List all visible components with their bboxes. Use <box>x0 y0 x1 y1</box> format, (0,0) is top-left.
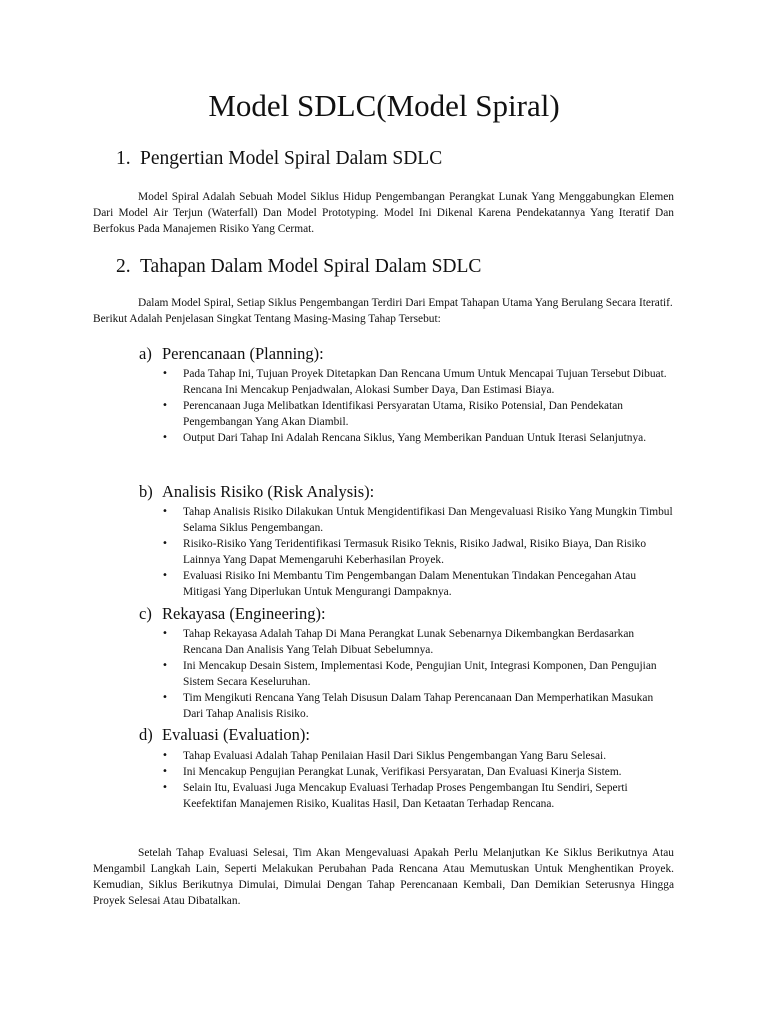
bullet-list-engineering <box>183 626 675 722</box>
list-item: • Risiko-Risiko Yang Teridentifikasi Termasuk Risiko Teknis, Risiko Jadwal, Risiko Biaya, Dan Risiko Lainnya Yang Dapat Memengaruhi Keberhasilan Proyek. <box>183 536 675 568</box>
list-item: • Pada Tahap Ini, Tujuan Proyek Ditetapkan Dan Rencana Umum Untuk Mencapai Tujuan Tersebut Dibuat. Rencana Ini Mencakup Penjadwalan, Alokasi Sumber Daya, Dan Estimasi Biaya. <box>183 366 675 398</box>
closing-paragraph: Setelah Tahap Evaluasi Selesai, Tim Akan Mengevaluasi Apakah Perlu Melanjutkan Ke Siklus Berikutnya Atau Mengambil Langkah Lain, Seperti Melakukan Perubahan Pada Rencana Atau Memutuskan Untuk Menghentikan Proyek. Kemudian, Siklus Berikutnya Dimulai, Dimulai Dengan Tahap Perencanaan Kembali, Dan Demikian Seterusnya Hingga Proyek Selesai Atau Dibatalkan. <box>93 847 674 907</box>
list-item: • Tahap Rekayasa Adalah Tahap Di Mana Perangkat Lunak Sebenarnya Dikembangkan Berdasarkan Rencana Dan Analisis Yang Telah Dibuat Sebelumnya. <box>183 626 675 658</box>
bullet-list-risk-analysis <box>183 504 675 600</box>
section-paragraph-1: Model Spiral Adalah Sebuah Model Siklus Hidup Pengembangan Perangkat Lunak Yang Menggabungkan Elemen Dari Model Air Terjun (Waterfall) Dan Model Prototyping. Model Ini Dikenal Karena Pendekatannya Yang Iteratif Dan Berfokus Pada Manajemen Risiko Yang Cermat. <box>93 191 674 235</box>
phase-heading-evaluation <box>139 724 310 746</box>
section-number: 1. <box>116 148 131 169</box>
bullet-list-evaluation <box>183 748 675 812</box>
phase-title: Evaluasi (Evaluation): <box>162 725 310 744</box>
phase-letter: b) <box>139 482 153 501</box>
phase-title: Analisis Risiko (Risk Analysis): <box>162 482 375 501</box>
list-item: • Tahap Evaluasi Adalah Tahap Penilaian Hasil Dari Siklus Pengembangan Yang Baru Selesai. <box>183 748 675 764</box>
list-item: • Perencanaan Juga Melibatkan Identifikasi Persyaratan Utama, Risiko Potensial, Dan Pendekatan Pengembangan Yang Akan Diambil. <box>183 398 675 430</box>
list-item: • Evaluasi Risiko Ini Membantu Tim Pengembangan Dalam Menentukan Tindakan Pencegahan Atau Mitigasi Yang Diperlukan Untuk Mengurangi Dampaknya. <box>183 568 675 600</box>
section-heading-1 <box>116 146 442 172</box>
section-number: 2. <box>116 256 131 277</box>
section-paragraph-2: Dalam Model Spiral, Setiap Siklus Pengembangan Terdiri Dari Empat Tahapan Utama Yang Berulang Secara Iteratif. Berikut Adalah Penjelasan Singkat Tentang Masing-Masing Tahap Tersebut: <box>93 297 673 325</box>
phase-heading-risk-analysis <box>139 481 374 503</box>
phase-letter: d) <box>139 725 153 744</box>
list-item: • Tahap Analisis Risiko Dilakukan Untuk Mengidentifikasi Dan Mengevaluasi Risiko Yang Mungkin Timbul Selama Siklus Pengembangan. <box>183 504 675 536</box>
phase-title: Perencanaan (Planning): <box>162 344 324 363</box>
section-heading-2 <box>116 254 481 280</box>
phase-letter: c) <box>139 604 152 623</box>
list-item: • Ini Mencakup Pengujian Perangkat Lunak, Verifikasi Persyaratan, Dan Evaluasi Kinerja Sistem. <box>183 764 675 780</box>
phase-heading-engineering <box>139 603 326 625</box>
phase-letter: a) <box>139 344 152 363</box>
list-item: • Selain Itu, Evaluasi Juga Mencakup Evaluasi Terhadap Proses Pengembangan Itu Sendiri, Seperti Keefektifan Manajemen Risiko, Kualitas Hasil, Dan Ketaatan Terhadap Rencana. <box>183 780 675 812</box>
section-title: Tahapan Dalam Model Spiral Dalam SDLC <box>140 256 482 277</box>
list-item: • Output Dari Tahap Ini Adalah Rencana Siklus, Yang Memberikan Panduan Untuk Iterasi Selanjutnya. <box>183 430 675 446</box>
phase-heading-planning <box>139 343 324 365</box>
list-item: • Ini Mencakup Desain Sistem, Implementasi Kode, Pengujian Unit, Integrasi Komponen, Dan Pengujian Sistem Secara Keseluruhan. <box>183 658 675 690</box>
list-item: • Tim Mengikuti Rencana Yang Telah Disusun Dalam Tahap Perencanaan Dan Memperhatikan Masukan Dari Tahap Analisis Risiko. <box>183 690 675 722</box>
section-title: Pengertian Model Spiral Dalam SDLC <box>140 148 443 169</box>
page-title: Model SDLC(Model Spiral) <box>208 88 560 123</box>
bullet-list-planning <box>183 366 675 446</box>
phase-title: Rekayasa (Engineering): <box>162 604 326 623</box>
